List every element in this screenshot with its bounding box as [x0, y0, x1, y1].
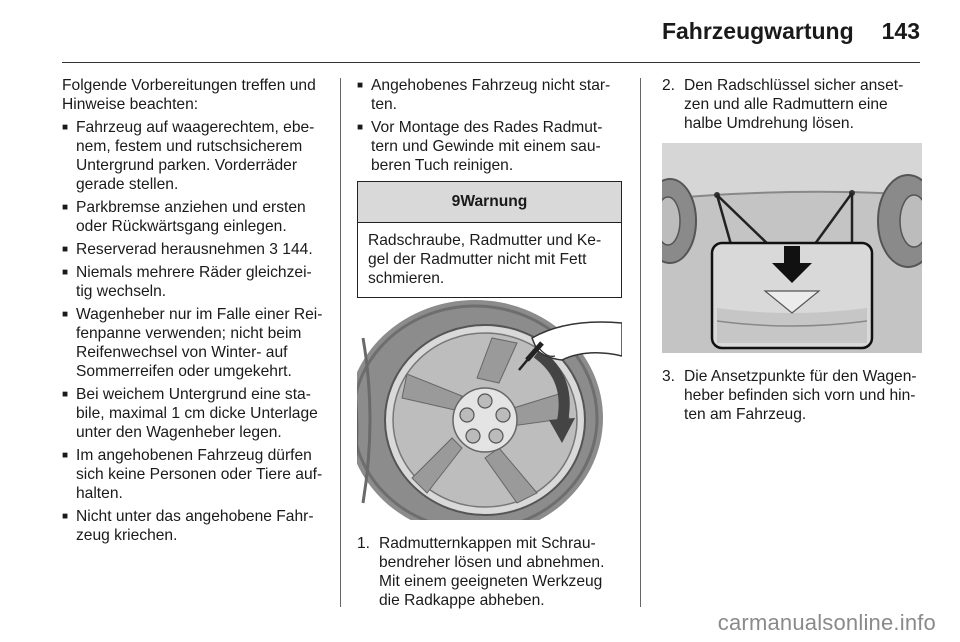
list-item: ■ Vor Montage des Rades Radmut- tern und Gewinde mit einem sau- beren Tuch reinigen. — [357, 118, 622, 175]
header-rule — [62, 62, 920, 63]
step-list — [662, 76, 922, 133]
list-item: ■ Angehobenes Fahrzeug nicht star- ten. — [357, 76, 622, 114]
page-header — [662, 18, 920, 45]
list-item: ■ Nicht unter das angehobene Fahr- zeug kriechen. — [62, 507, 324, 545]
step-text: Radmutternkappen mit Schrau- bendreher lösen und abnehmen. Mit einem geeigneten Werkzeug die Radkappe abheben. — [379, 535, 605, 609]
column-divider — [640, 78, 641, 607]
column-right — [662, 76, 922, 424]
column-left — [62, 76, 324, 549]
list-item: ■ Niemals mehrere Räder gleichzei- tig wechseln. — [62, 263, 324, 301]
list-item: ■ Im angehobenen Fahrzeug dürfen sich keine Personen oder Tiere auf- halten. — [62, 446, 324, 503]
page-number: 143 — [881, 18, 920, 44]
warning-title: Warnung — [460, 193, 528, 210]
column-middle — [357, 76, 622, 610]
step-text: Die Ansetzpunkte für den Wagen- heber befinden sich vorn und hin- ten am Fahrzeug. — [684, 368, 917, 423]
preparation-list — [62, 118, 324, 545]
warning-text: Radschraube, Radmutter und Ke- gel der Radmutter nicht mit Fett schmieren. — [368, 232, 602, 287]
watermark: carmanualsonline.info — [717, 610, 936, 635]
warning-box — [357, 181, 622, 298]
step-number: 1. — [357, 535, 371, 552]
warning-icon: 9 — [451, 193, 461, 210]
jack-point-illustration — [662, 143, 922, 353]
step-list — [357, 534, 622, 610]
list-item: ■ Reserverad herausnehmen 3 144. — [62, 240, 324, 259]
step-list — [662, 367, 922, 424]
warning-header — [358, 182, 621, 223]
step-number: 2. — [662, 77, 676, 94]
list-item: ■ Fahrzeug auf waagerechtem, ebe- nem, festem und rutschsicherem Untergrund parken. Vorderräder gerade stellen. — [62, 118, 324, 194]
list-item — [662, 367, 922, 424]
intro-text: Folgende Vorbereitungen treffen und Hinweise beachten: — [62, 77, 316, 113]
step-number: 3. — [662, 368, 676, 385]
list-item: ■ Parkbremse anziehen und ersten oder Rückwärtsgang einlegen. — [62, 198, 324, 236]
list-item: ■ Bei weichem Untergrund eine sta- bile, maximal 1 cm dicke Unterlage unter den Wagenheber legen. — [62, 385, 324, 442]
list-item — [357, 534, 622, 610]
page-title: Fahrzeugwartung — [661, 18, 854, 44]
list-item: ■ Wagenheber nur im Falle einer Rei- fenpanne verwenden; nicht beim Reifenwechsel von Winter- auf Sommerreifen oder umgekehrt. — [62, 305, 324, 381]
step-text: Den Radschlüssel sicher anset- zen und alle Radmuttern eine halbe Umdrehung lösen. — [684, 77, 904, 132]
column-divider — [340, 78, 341, 607]
preparation-list-continued — [357, 76, 622, 175]
list-item — [662, 76, 922, 133]
wheel-cap-illustration — [357, 298, 622, 520]
